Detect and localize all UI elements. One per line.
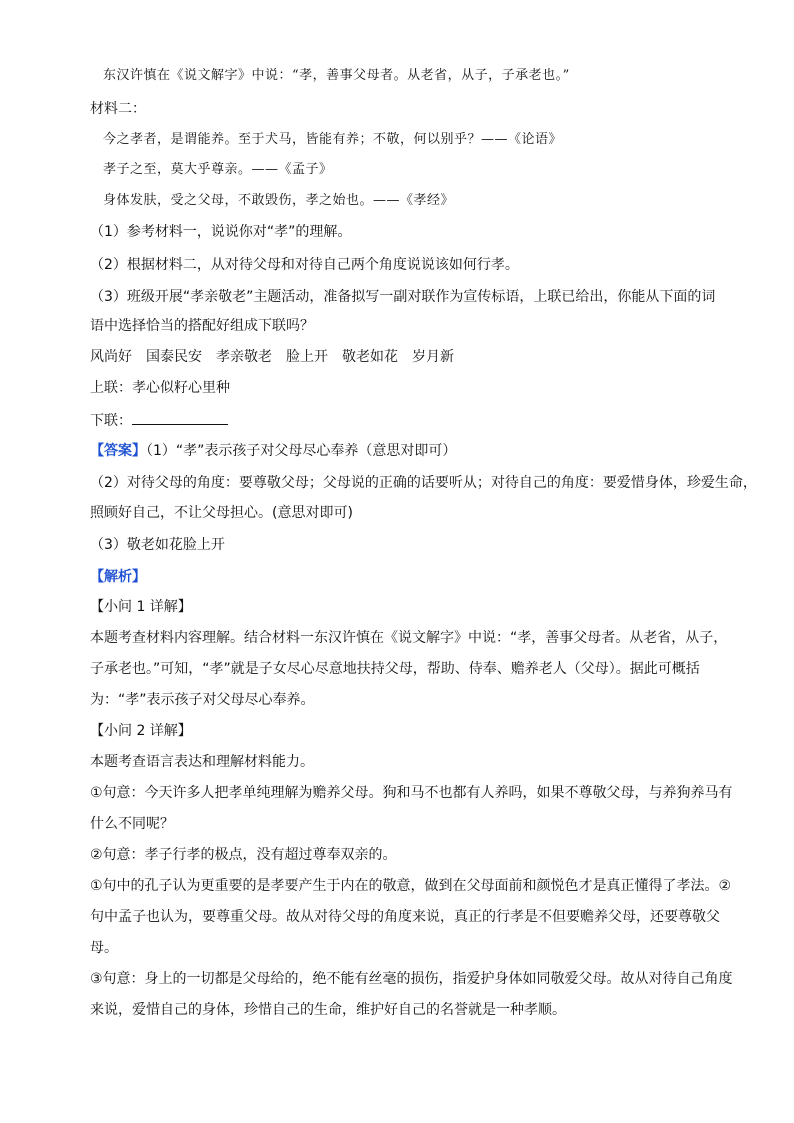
material2-quote-2: 孝子之至，莫大乎尊亲。——《孟子》 xyxy=(103,162,333,177)
upper-couplet: 上联：孝心似籽心里种 xyxy=(90,380,230,396)
sub2-line-8: ③句意：身上的一切都是父母给的，绝不能有丝毫的损伤，指爱护身体如同敬爱父母。故从对待自己角度 xyxy=(90,971,733,987)
answer-blank xyxy=(132,410,228,425)
word-options: 风尚好 国泰民安 孝亲敬老 脸上开 敬老如花 岁月新 xyxy=(90,349,454,365)
question-3-cont: 语中选择恰当的搭配好组成下联吗？ xyxy=(90,318,314,334)
sub1-line-2: 子承老也。”可知，“孝”就是子女尽心尽意地扶持父母，帮助、侍奉、赡养老人（父母）。据此可概括 xyxy=(90,661,700,677)
sub1-tag: 【小问 1 详解】 xyxy=(90,599,192,615)
answer-tag: 【答案】 xyxy=(90,443,146,459)
sub2-line-4: ②句意：孝子行孝的极点，没有超过尊奉双亲的。 xyxy=(90,847,397,863)
sub2-line-5: ①句中的孔子认为更重要的是孝要产生于内在的敬意，做到在父母面前和颜悦色才是真正懂得了孝法。② xyxy=(90,878,732,894)
answer-line-1 xyxy=(90,441,456,461)
material2-quote-3: 身体发肤，受之父母，不敢毁伤，孝之始也。——《孝经》 xyxy=(103,193,455,208)
sub1-line-3: 为：“孝”表示孩子对父母尽心奉养。 xyxy=(90,692,315,708)
answer-1: （1）“孝”表示孩子对父母尽心奉养（意思对即可） xyxy=(146,443,457,459)
lower-couplet-label: 下联： xyxy=(90,413,132,429)
question-2: （2）根据材料二，从对待父母和对待自己两个角度说说该如何行孝。 xyxy=(90,257,519,273)
material2-label: 材料二： xyxy=(90,101,146,117)
material2-quote-1: 今之孝者，是谓能养。至于犬马，皆能有养；不敬，何以别乎？——《论语》 xyxy=(103,132,563,147)
sub2-line-9: 来说，爱惜自己的身体，珍惜自己的生命，维护好自己的名誉就是一种孝顺。 xyxy=(90,1002,566,1018)
question-1: （1）参考材料一，说说你对“孝”的理解。 xyxy=(90,224,352,240)
answer-2-line2: 照顾好自己，不让父母担心。(意思对即可) xyxy=(90,505,353,521)
answer-2-line1: （2）对待父母的角度：要尊敬父母；父母说的正确的话要听从；对待自己的角度：要爱惜身体，珍爱生命， xyxy=(90,475,757,491)
sub2-line-6: 句中孟子也认为，要尊重父母。故从对待父母的角度来说，真正的行孝是不但要赡养父母，还要尊敬父 xyxy=(90,909,720,925)
sub2-line-1: 本题考查语言表达和理解材料能力。 xyxy=(90,754,314,770)
sub2-line-7: 母。 xyxy=(90,940,118,956)
lower-couplet xyxy=(90,410,228,431)
sub2-line-3: 什么不同呢？ xyxy=(90,816,174,832)
question-3: （3）班级开展“孝亲敬老”主题活动，准备拟写一副对联作为宣传标语，上联已给出，你能从下面的词 xyxy=(90,289,716,305)
sub1-line-1: 本题考查材料内容理解。结合材料一东汉许慎在《说文解字》中说：“孝，善事父母者。从老省，从子， xyxy=(90,630,728,646)
sub2-tag: 【小问 2 详解】 xyxy=(90,723,192,739)
analysis-tag: 【解析】 xyxy=(90,569,146,585)
answer-3: （3）敬老如花脸上开 xyxy=(90,537,225,553)
material1-tail: 东汉许慎在《说文解字》中说：“孝，善事父母者。从老省，从子，子承老也。” xyxy=(103,68,570,83)
sub2-line-2: ①句意：今天许多人把孝单纯理解为赡养父母。狗和马不也都有人养吗，如果不尊敬父母，与养狗养马有 xyxy=(90,785,733,801)
